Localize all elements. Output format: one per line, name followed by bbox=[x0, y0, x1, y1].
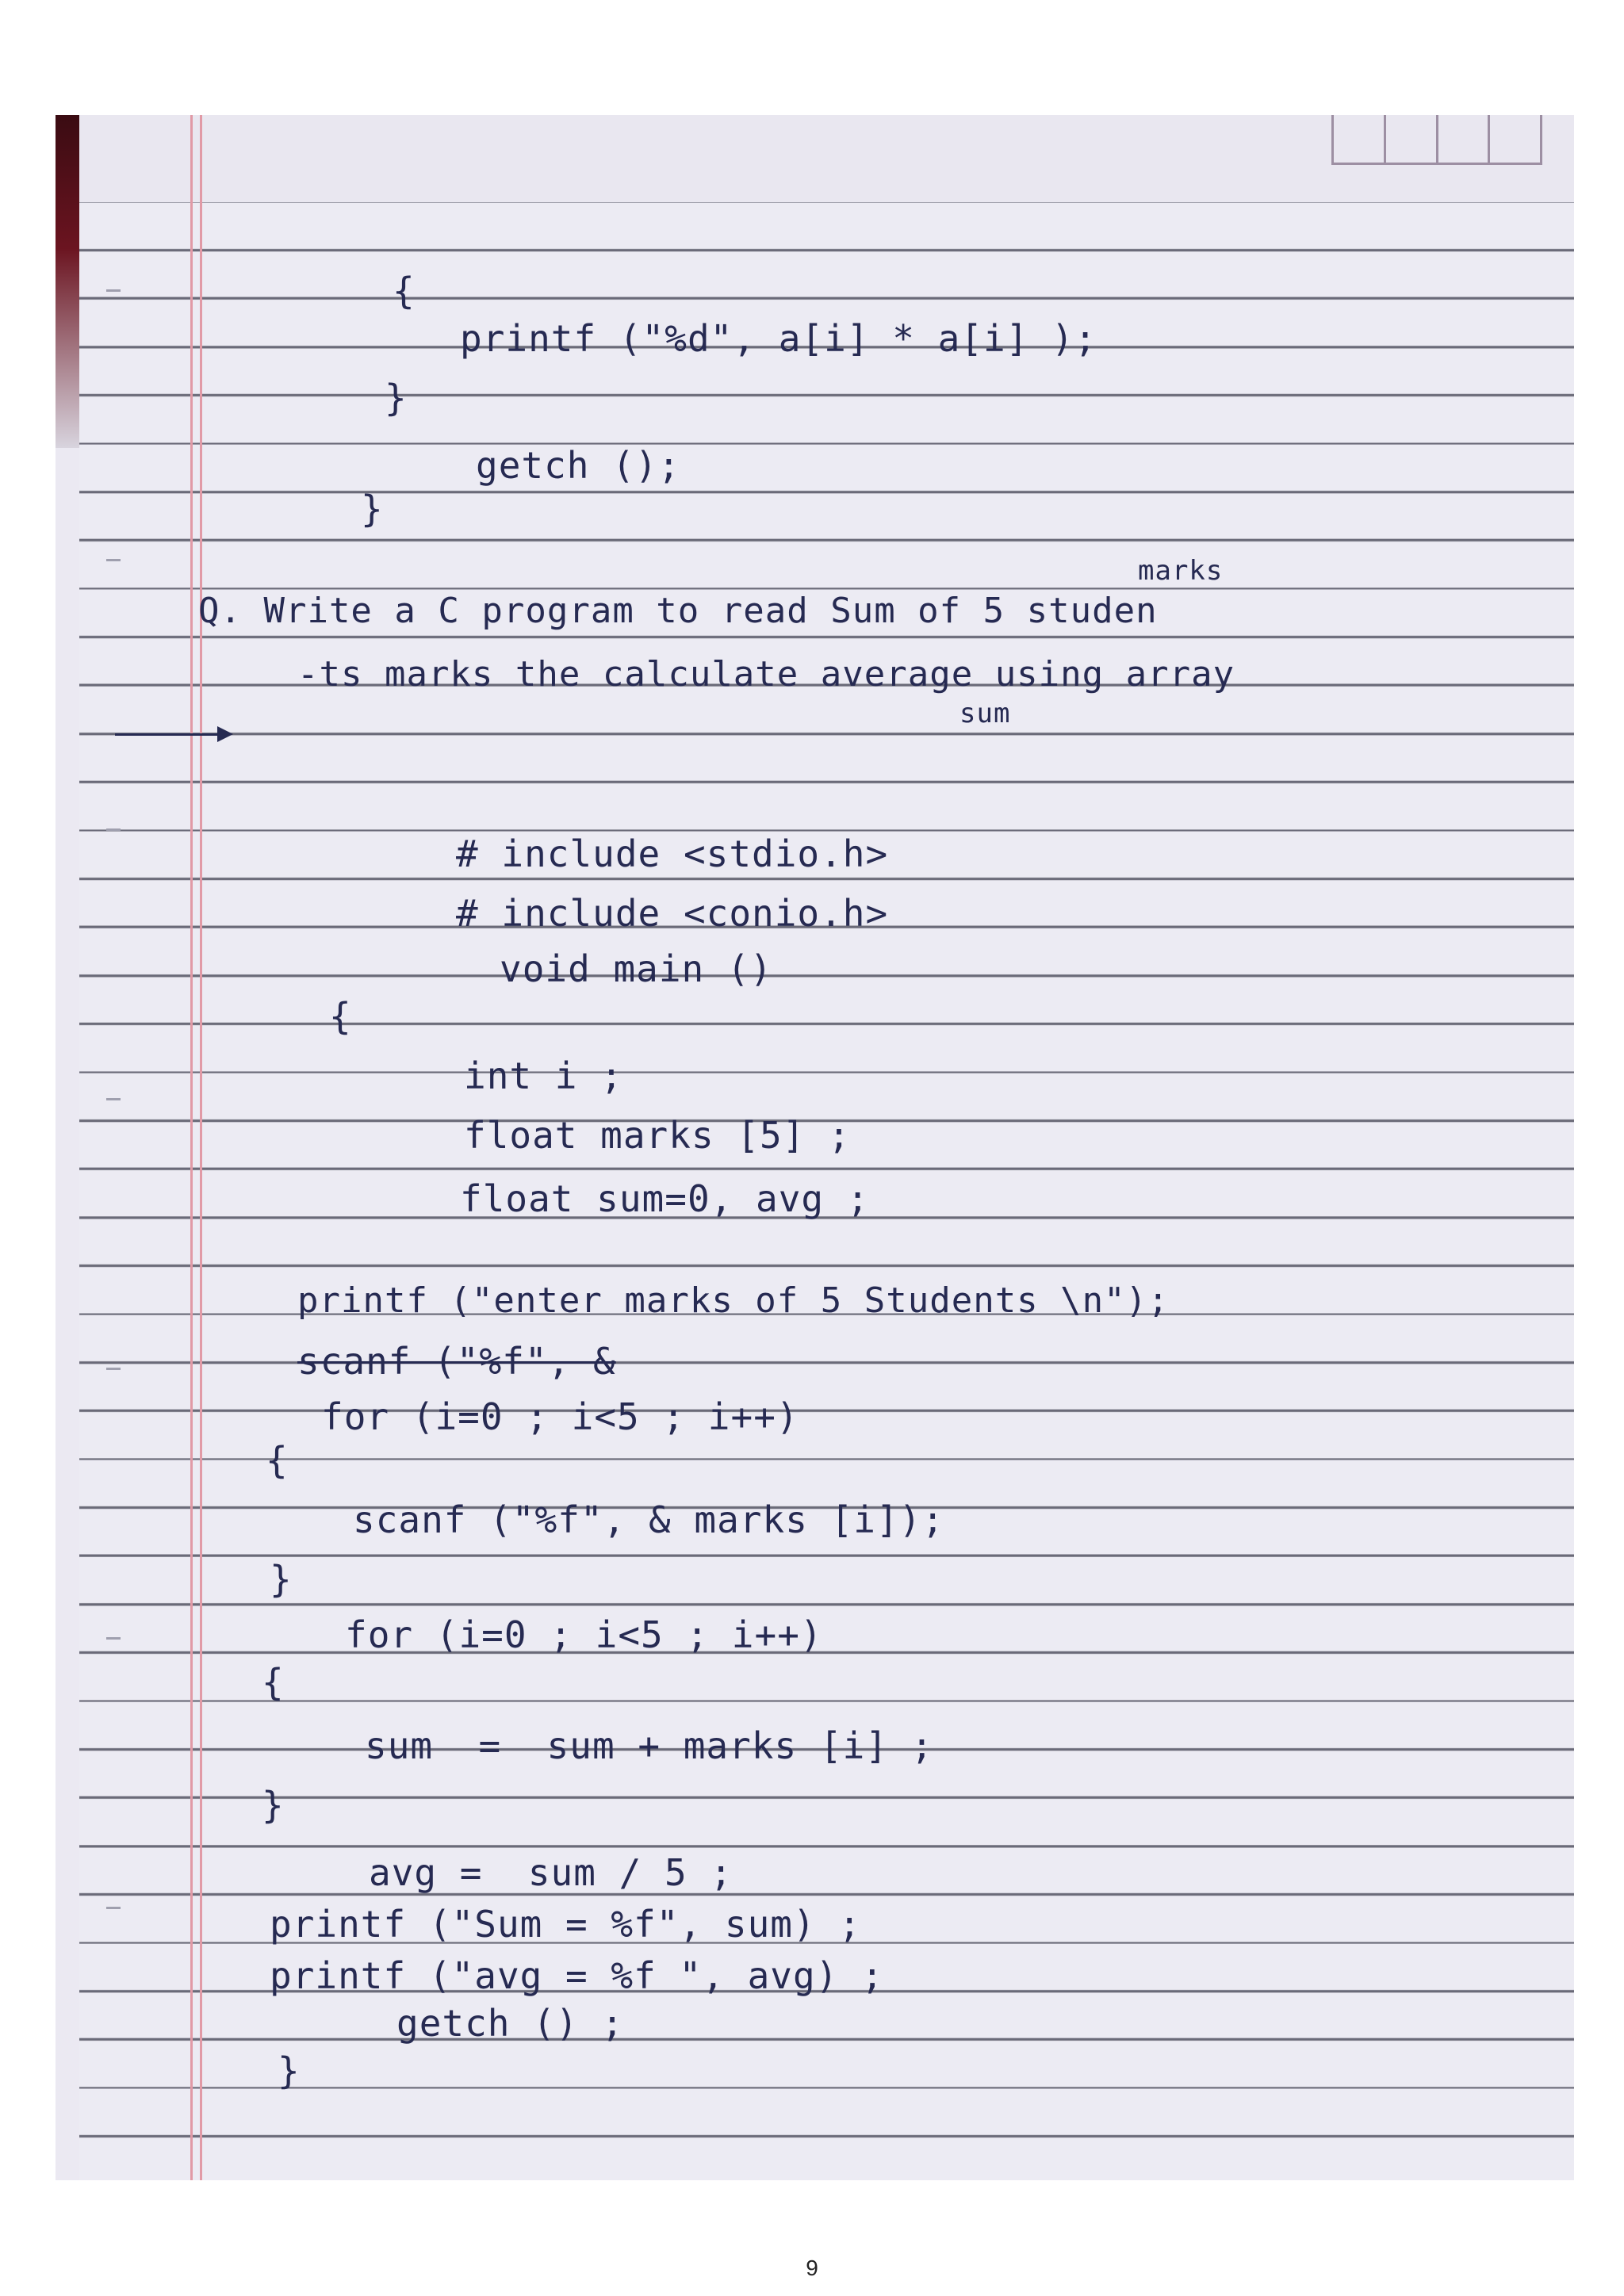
code-include-stdio: # include <stdio.h> bbox=[456, 832, 889, 875]
page-number-boxes bbox=[1331, 115, 1542, 165]
question-line-2: -ts marks the calculate average using array bbox=[297, 654, 1235, 695]
code-printf-avg: printf ("avg = %f ", avg) ; bbox=[270, 1954, 884, 1997]
code-loop1-brace-open: { bbox=[266, 1439, 289, 1482]
punch-mark bbox=[106, 1368, 121, 1370]
code-brace-close: } bbox=[385, 377, 408, 419]
punch-mark bbox=[106, 559, 121, 561]
code-include-conio: # include <conio.h> bbox=[456, 892, 889, 935]
margin-line-2 bbox=[200, 115, 202, 2180]
code-main-brace-close: } bbox=[278, 2049, 301, 2092]
code-printf-enter: printf ("enter marks of 5 Students \n"); bbox=[297, 1280, 1170, 1321]
notebook-photo bbox=[56, 115, 1574, 2180]
code-brace-close-main: } bbox=[361, 488, 384, 530]
punch-mark bbox=[106, 1637, 121, 1640]
code-int-i: int i ; bbox=[464, 1054, 623, 1097]
code-getch: getch (); bbox=[476, 444, 681, 487]
question-correction-sum: sum bbox=[959, 698, 1011, 729]
code-avg: avg = sum / 5 ; bbox=[369, 1851, 733, 1894]
code-loop2-brace-close: } bbox=[262, 1784, 285, 1827]
code-sum-accumulate: sum = sum + marks [i] ; bbox=[365, 1724, 934, 1767]
code-printf-sum: printf ("Sum = %f", sum) ; bbox=[270, 1903, 862, 1946]
code-scanf-crossed-out: scanf ("%f", & bbox=[297, 1340, 616, 1383]
margin-line-1 bbox=[190, 115, 193, 2180]
code-float-marks: float marks [5] ; bbox=[464, 1114, 851, 1157]
page-number: 9 bbox=[806, 2256, 818, 2280]
code-for-loop-2: for (i=0 ; i<5 ; i++) bbox=[345, 1613, 823, 1656]
punch-mark bbox=[106, 1907, 121, 1909]
code-float-sum-avg: float sum=0, avg ; bbox=[460, 1177, 870, 1220]
punch-mark bbox=[106, 289, 121, 292]
punch-mark bbox=[106, 828, 121, 831]
punch-mark bbox=[106, 1098, 121, 1100]
code-void-main: void main () bbox=[500, 947, 773, 990]
code-scanf-marks: scanf ("%f", & marks [i]); bbox=[353, 1498, 945, 1541]
question-correction-marks: marks bbox=[1138, 555, 1224, 587]
code-main-brace-open: { bbox=[329, 995, 352, 1038]
code-brace-open: { bbox=[393, 270, 416, 312]
code-for-loop-1: for (i=0 ; i<5 ; i++) bbox=[321, 1395, 799, 1438]
code-getch-final: getch () ; bbox=[396, 2002, 624, 2045]
code-printf-square: printf ("%d", a[i] * a[i] ); bbox=[460, 317, 1097, 360]
code-loop2-brace-open: { bbox=[262, 1661, 285, 1704]
question-line-1: Q. Write a C program to read Sum of 5 studen bbox=[198, 591, 1158, 631]
arrow-icon bbox=[115, 733, 230, 736]
code-loop1-brace-close: } bbox=[270, 1558, 293, 1601]
